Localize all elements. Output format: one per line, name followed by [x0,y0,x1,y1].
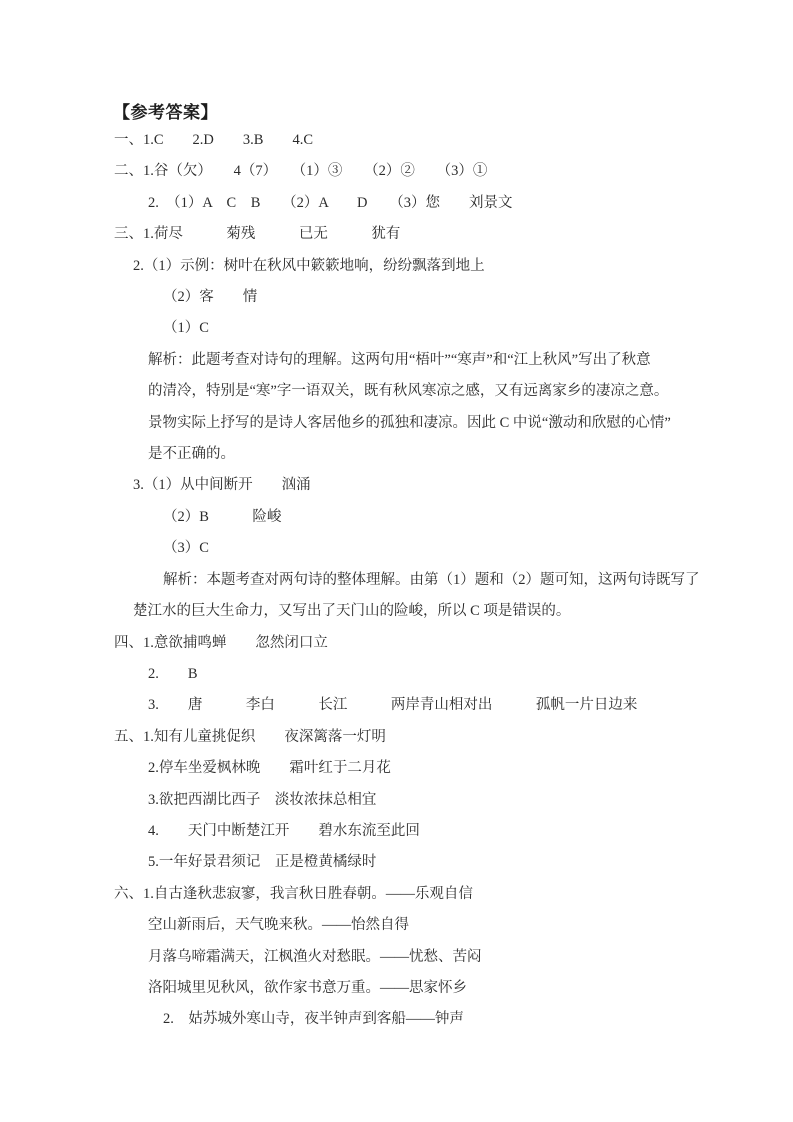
doc-line: （2）B 险峻 [163,508,282,525]
doc-line: 的清冷，特别是“寒”字一语双关，既有秋风寒凉之感，又有远离家乡的凄凉之意。 [148,383,669,400]
doc-line: 2. B [148,665,198,682]
doc-line: 2.（1）示例：树叶在秋风中簌簌地响，纷纷飘落到地上 [133,257,485,274]
page-title: 【参考答案】 [113,103,218,122]
doc-line: 2. （1）A C B （2）A D （3）您 刘景文 [148,194,513,211]
doc-line: 是不正确的。 [148,446,235,463]
doc-line: 3.欲把西湖比西子 淡妆浓抹总相宜 [148,791,377,808]
document-body [0,124,793,1036]
doc-line: 洛阳城里见秋风，欲作家书意万重。——思家怀乡 [148,979,467,996]
doc-line: 六、1.自古逢秋悲寂寥，我言秋日胜春朝。——乐观自信 [114,885,473,902]
doc-line: 3. 唐 李白 长江 两岸青山相对出 孤帆一片日边来 [148,697,638,714]
doc-line: 2.停车坐爱枫林晚 霜叶红于二月花 [148,760,391,777]
doc-line: （3）C [163,540,209,557]
doc-line: 4. 天门中断楚江开 碧水东流至此回 [148,822,420,839]
doc-line: 三、1.荷尽 菊残 已无 犹有 [114,226,401,243]
doc-line: 景物实际上抒写的是诗人客居他乡的孤独和凄凉。因此 C 中说“激动和欣慰的心情” [148,414,671,431]
doc-line: 2. 姑苏城外寒山寺，夜半钟声到客船——钟声 [163,1011,464,1028]
doc-line: 5.一年好景君须记 正是橙黄橘绿时 [148,854,377,871]
doc-line: 空山新雨后，天气晚来秋。——怡然自得 [148,917,409,934]
doc-line: （2）客 情 [163,289,258,306]
doc-line: 一、1.C 2.D 3.B 4.C [114,132,313,148]
doc-line: 五、1.知有儿童挑促织 夜深篱落一灯明 [114,728,386,745]
doc-line: 楚江水的巨大生命力，又写出了天门山的险峻，所以 C 项是错误的。 [133,603,571,620]
doc-line: 月落乌啼霜满天，江枫渔火对愁眠。——忧愁、苦闷 [148,948,482,965]
doc-line: 3.（1）从中间断开 汹涌 [133,477,311,494]
doc-line: 四、1.意欲捕鸣蝉 忽然闭口立 [114,634,328,651]
doc-line: 解析：此题考查对诗句的理解。这两句用“梧叶”“寒声”和“江上秋风”写出了秋意 [148,351,651,368]
doc-line: （1）C [163,320,209,337]
doc-line: 解析：本题考查对两句诗的整体理解。由第（1）题和（2）题可知，这两句诗既写了 [163,571,700,588]
doc-line: 二、1.谷（欠） 4（7） （1）③ （2）② （3）① [114,163,488,180]
